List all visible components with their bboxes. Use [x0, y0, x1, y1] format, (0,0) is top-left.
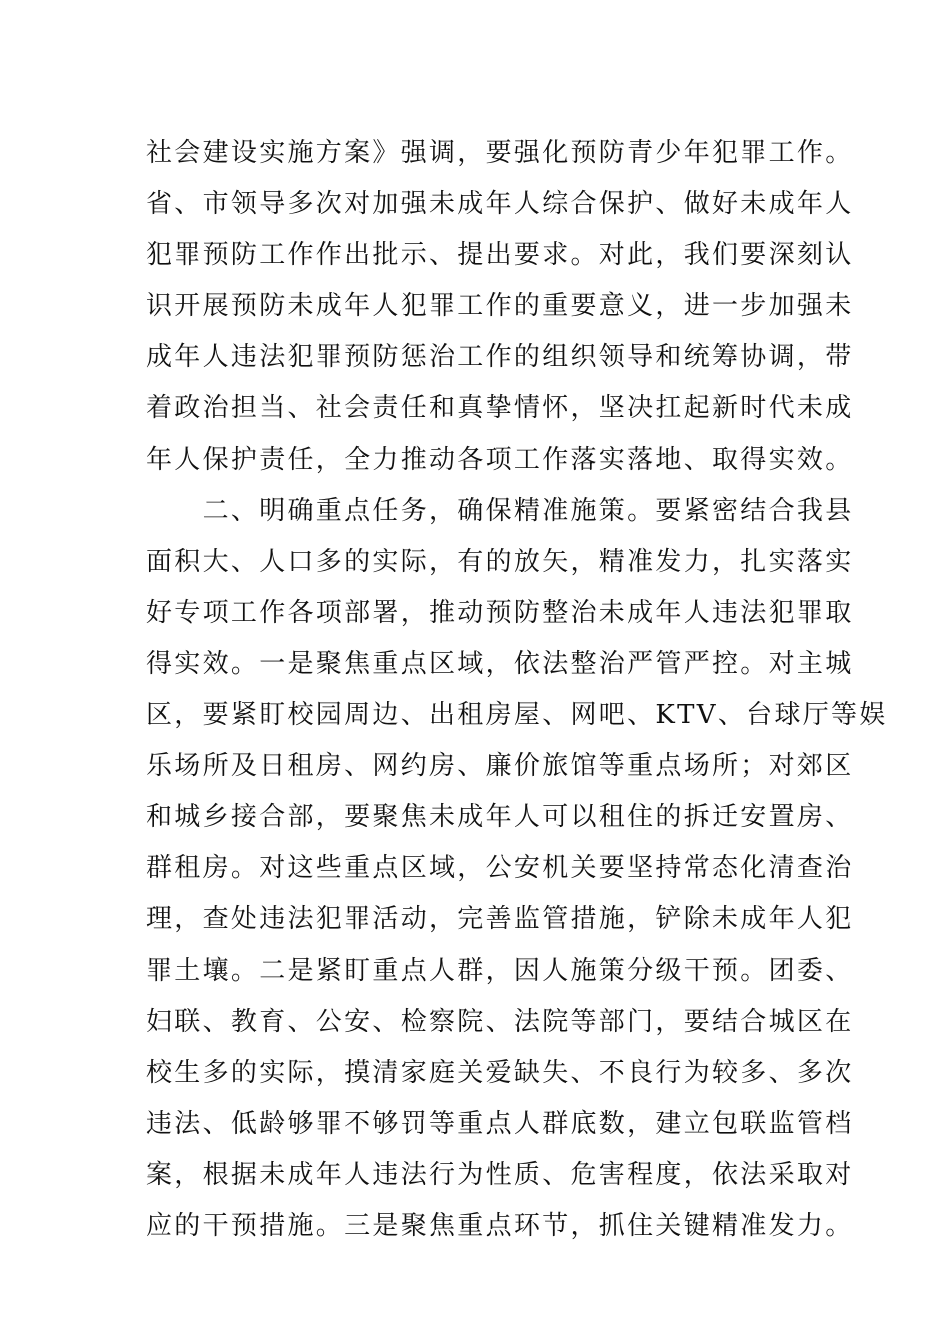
- text-line: 犯罪预防工作作出批示、提出要求。对此，我们要深刻认: [146, 240, 854, 271]
- text-line: 识开展预防未成年人犯罪工作的重要意义，进一步加强未: [146, 291, 854, 322]
- text-line: 群租房。对这些重点区域，公安机关要坚持常态化清查治: [146, 853, 854, 884]
- text-line: 着政治担当、社会责任和真挚情怀，坚决扛起新时代未成: [146, 393, 854, 424]
- text-line: 妇联、教育、公安、检察院、法院等部门，要结合城区在: [146, 1006, 854, 1037]
- text-line: 罪土壤。二是紧盯重点人群，因人施策分级干预。团委、: [146, 955, 854, 986]
- body-text: [146, 128, 888, 1252]
- text-line: 和城乡接合部，要聚焦未成年人可以租住的拆迁安置房、: [146, 802, 854, 833]
- text-line: 成年人违法犯罪预防惩治工作的组织领导和统筹协调，带: [146, 342, 854, 373]
- text-line: 违法、低龄够罪不够罚等重点人群底数，建立包联监管档: [146, 1108, 854, 1139]
- text-line: 案，根据未成年人违法行为性质、危害程度，依法采取对: [146, 1159, 854, 1190]
- text-line: 面积大、人口多的实际，有的放矢，精准发力，扎实落实: [146, 546, 854, 577]
- text-line: 年人保护责任，全力推动各项工作落实落地、取得实效。: [146, 444, 854, 475]
- text-line: 应的干预措施。三是聚焦重点环节，抓住关键精准发力。: [146, 1210, 854, 1241]
- text-line: 省、市领导多次对加强未成年人综合保护、做好未成年人: [146, 189, 854, 220]
- text-line: 乐场所及日租房、网约房、廉价旅馆等重点场所；对郊区: [146, 751, 854, 782]
- text-line: 理，查处违法犯罪活动，完善监管措施，铲除未成年人犯: [146, 904, 854, 935]
- text-line: 得实效。一是聚焦重点区域，依法整治严管严控。对主城: [146, 648, 854, 679]
- text-line: 二、明确重点任务，确保精准施策。要紧密结合我县: [146, 495, 854, 526]
- text-line: 校生多的实际，摸清家庭关爱缺失、不良行为较多、多次: [146, 1057, 854, 1088]
- text-line: 区，要紧盯校园周边、出租房屋、网吧、KTV、台球厅等娱: [146, 700, 888, 731]
- text-line: 好专项工作各项部署，推动预防整治未成年人违法犯罪取: [146, 597, 854, 628]
- text-line: 社会建设实施方案》强调，要强化预防青少年犯罪工作。: [146, 138, 854, 168]
